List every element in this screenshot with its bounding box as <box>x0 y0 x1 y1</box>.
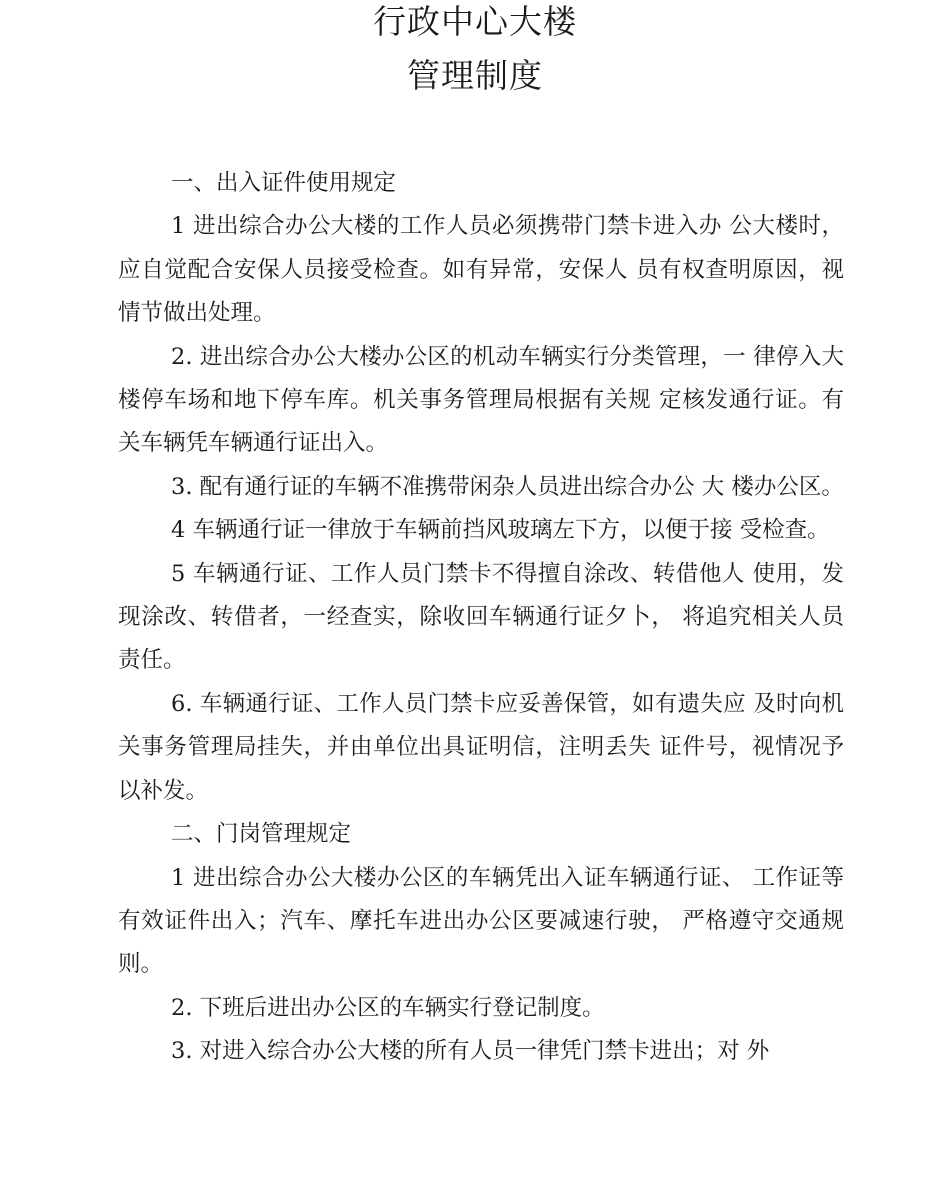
paragraph: 3. 对进入综合办公大楼的所有人员一律凭门禁卡进出；对 外 <box>171 1038 770 1065</box>
section-heading-2: 二、门岗管理规定 <box>171 821 352 848</box>
paragraph: 2. 进出综合办公大楼办公区的机动车辆实行分类管理，一 律停入大楼停车场和地下停车库。机关事务管理局根据有关规 定核发通行证。有关车辆凭车辆通行证出入。 <box>118 343 844 457</box>
paragraph: 1 进出综合办公大楼的工作人员必须携带门禁卡进入办 公大楼时，应自觉配合安保人员接受检查。如有异常，安保人 员有权查明原因，视情节做出处理。 <box>118 213 844 327</box>
document-title-line-2: 管理制度 <box>407 56 543 95</box>
document-body <box>118 162 844 1074</box>
document-title-line-1: 行政中心大楼 <box>373 2 577 41</box>
paragraph: 3. 配有通行证的车辆不准携带闲杂人员进出综合办公 大 楼办公区。 <box>171 473 844 500</box>
section-heading-1: 一、出入证件使用规定 <box>171 170 397 196</box>
paragraph: 4 车辆通行证一律放于车辆前挡风玻璃左下方，以便于接 受检查。 <box>171 517 830 544</box>
paragraph: 6. 车辆通行证、工作人员门禁卡应妥善保管，如有遗失应 及时向机关事务管理局挂失，并由单位出具证明信，注明丢失 证件号，视情况予以补发。 <box>118 690 844 804</box>
paragraph: 5 车辆通行证、工作人员门禁卡不得擅自涂改、转借他人 使用，发现涂改、转借者，一经查实，除收回车辆通行证夕卜， 将追究相关人员责任。 <box>118 560 844 674</box>
paragraph: 2. 下班后进出办公区的车辆实行登记制度。 <box>171 994 605 1021</box>
paragraph: 1 进出综合办公大楼办公区的车辆凭出入证车辆通行证、 工作证等有效证件出入；汽车、摩托车进出办公区要减速行驶， 严格遵守交通规则。 <box>118 864 844 978</box>
